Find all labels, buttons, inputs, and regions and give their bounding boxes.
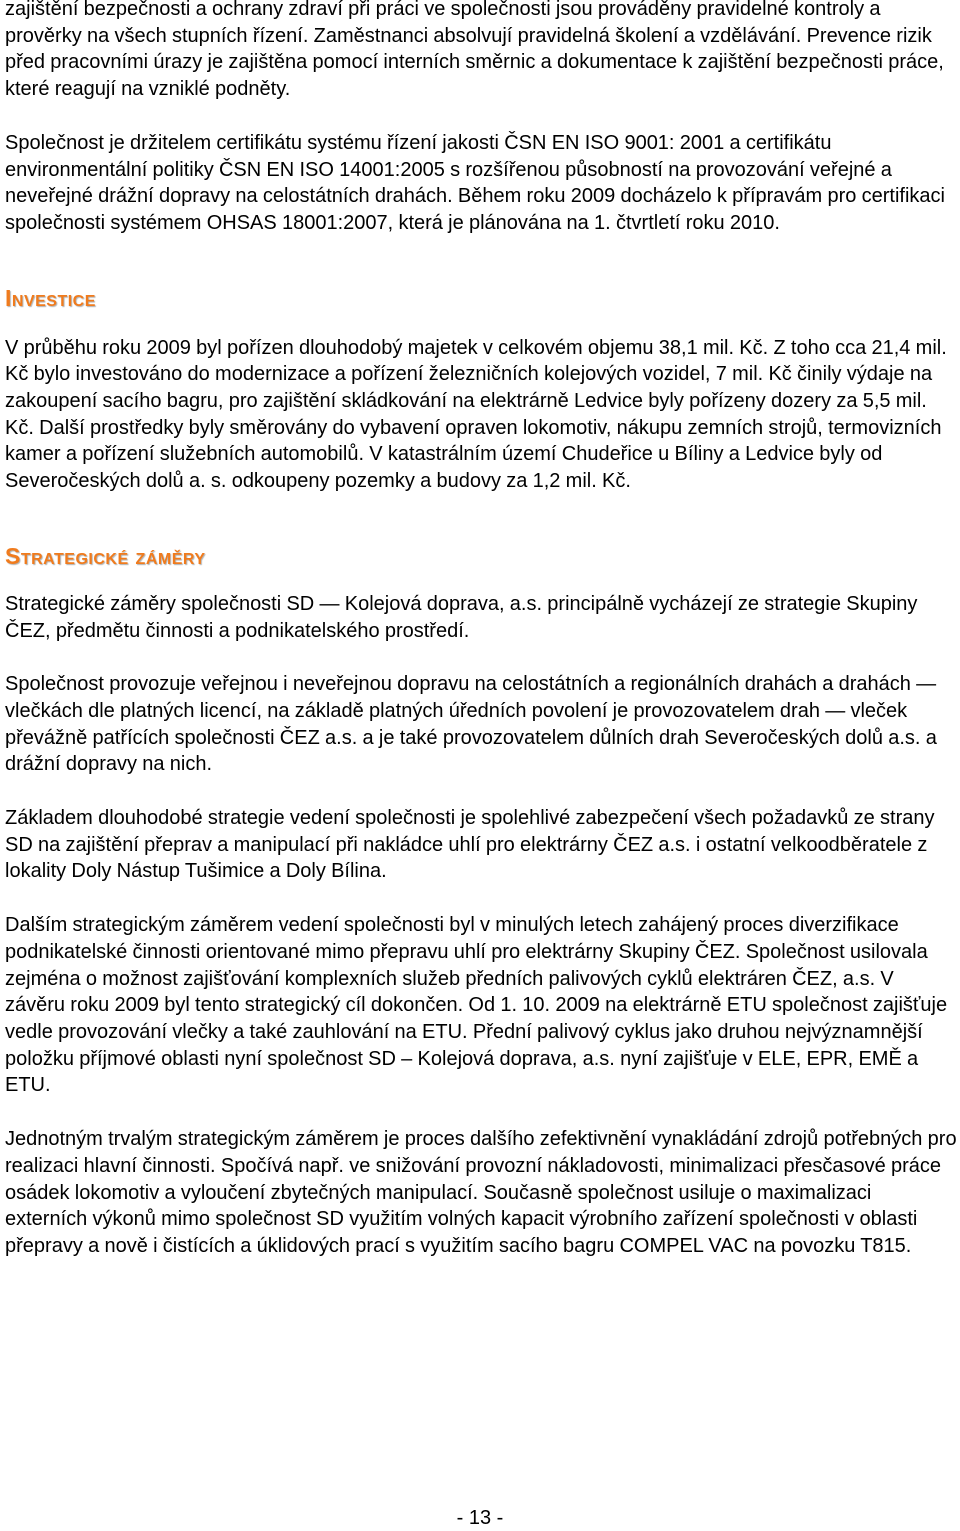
heading-investice: Investice	[5, 284, 96, 311]
heading-strategicke-zamery: Strategické záměry	[5, 542, 206, 569]
document-page	[5, 0, 957, 1260]
paragraph-safety-controls: zajištění bezpečnosti a ochrany zdraví při práci ve společnosti jsou prováděny pravidelné kontroly a prověrky na všech stupních řízení. Zaměstnanci absolvují pravidelná školení a vzdělávání. Prevence rizik před pracovními úrazy je zajištěna pomocí interních směrnic a dokumentace k zajištění bezpečnosti práce, které reagují na vzniklé podněty.	[5, 0, 944, 101]
paragraph-transport-operations: Společnost provozuje veřejnou i neveřejnou dopravu na celostátních a regionálních drahách a drahách — vlečkách dle platných licencí, na základě platných úředních povolení je provozovatelem drah — vleček převážně patřících společnosti ČEZ a.s. a je také provozovatelem důlních drah Severočeských dolů a.s. a drážní dopravy na nich.	[5, 673, 937, 776]
paragraph-strategy-intro: Strategické záměry společnosti SD — Kolejová doprava, a.s. principálně vycházejí ze strategie Skupiny ČEZ, předmětu činnosti a podnikatelského prostředí.	[5, 592, 918, 642]
paragraph-investments: V průběhu roku 2009 byl pořízen dlouhodobý majetek v celkovém objemu 38,1 mil. Kč. Z toho cca 21,4 mil. Kč bylo investováno do modernizace a pořízení železničních kolejových vozidel, 7 mil. Kč činily výdaje na zakoupení sacího bagru, pro zajištění skládkování na elektrárně Ledvice byly pořízeny dozery za 5,5 mil. Kč. Další prostředky byly směrovány do vybavení opraven lokomotiv, nákupu zemních strojů, termovizních kamer a pořízení služebních automobilů. V katastrálním území Chudeřice u Bíliny a Ledvice byly od Severočeských dolů a. s. odkoupeny pozemky a budovy za 1,2 mil. Kč.	[5, 336, 947, 493]
paragraph-diversification: Dalším strategickým záměrem vedení společnosti byl v minulých letech zahájený proces diverzifikace podnikatelské činnosti orientované mimo přepravu uhlí pro elektrárny Skupiny ČEZ. Společnost usilovala zejména o možnost zajišťování komplexních služeb předních palivových cyklů elektráren ČEZ, a.s. V závěru roku 2009 byl tento strategický cíl dokončen. Od 1. 10. 2009 na elektrárně ETU společnost zajišťuje vedle provozování vlečky a také zauhlování na ETU. Přední palivový cyklus jako druhou nejvýznamnější položku příjmové oblasti nyní společnost SD – Kolejová doprava, a.s. nyní zajišťuje v ELE, EPR, EMĚ a ETU.	[5, 914, 948, 1097]
paragraph-efficiency: Jednotným trvalým strategickým záměrem je proces dalšího zefektivnění vynakládání zdrojů potřebných pro realizaci hlavní činnosti. Spočívá např. ve snižování provozní nákladovosti, minimalizaci přesčasové práce osádek lokomotiv a vyloučení zbytečných manipulací. Současně společnost usiluje o maximalizaci externích výkonů mimo společnost SD využitím volných kapacit výrobního zařízení společnosti v oblasti přepravy a nově i čistících a úklidových prací s využitím sacího bagru COMPEL VAC na povozku T815.	[5, 1128, 957, 1257]
paragraph-certification: Společnost je držitelem certifikátu systému řízení jakosti ČSN EN ISO 9001: 2001 a certifikátu environmentální politiky ČSN EN ISO 14001:2005 s rozšířenou působností na provozování veřejné a neveřejné drážní dopravy na celostátních drahách. Během roku 2009 docházelo k přípravám pro certifikaci společnosti systémem OHSAS 18001:2007, která je plánována na 1. čtvrtletí roku 2010.	[5, 131, 945, 234]
paragraph-long-term-strategy: Základem dlouhodobé strategie vedení společnosti je spolehlivé zabezpečení všech požadavků ze strany SD na zajištění přeprav a manipulací při nakládce uhlí pro elektrárny ČEZ a.s. i ostatní velkoodběratele z lokality Doly Nástup Tušimice a Doly Bílina.	[5, 807, 935, 883]
page-number: - 13 -	[456, 1507, 504, 1529]
